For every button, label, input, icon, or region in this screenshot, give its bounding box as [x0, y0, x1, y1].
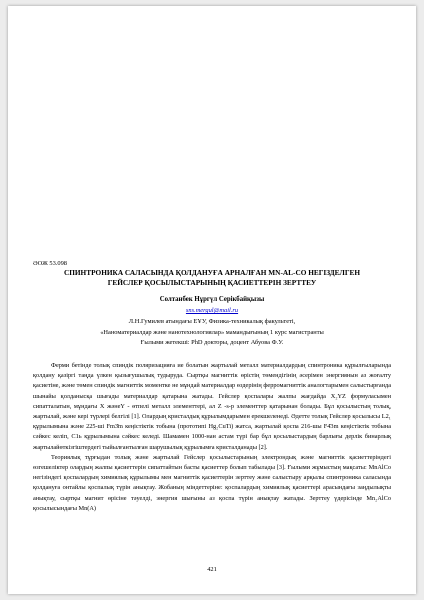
- paper-title: [30, 268, 394, 288]
- affiliation-line: Л.Н.Гумилев атындағы ЕҰУ, Физика-техникалық факультеті,: [128, 318, 296, 325]
- title-line: ГЕЙСЛЕР ҚОСЫЛЫСТАРЫНЫҢ ҚАСИЕТТЕРІН ЗЕРТТЕУ: [107, 278, 317, 287]
- supervisor-line: Ғылыми жетекші: PhD докторы, доцент Абуова Ф.У.: [140, 339, 284, 346]
- page-number: 421: [207, 566, 217, 573]
- paragraph: Ферми бетінде толық спиндік поляризацияға ие болатын жартылай металл материалдардың спинтроника құрылғыларында қолдану қазіргі таңда үлкен қызығушылық тудыруда. Сыртқы магниттік өрістің төмендігінің әсерімен энергиянын аз жоғалту қасиетіне, және төмен спиндік магниттік моментке не мұндай материалдар өздерінің ферромагниттік аналогтарымен салыстырғанда шынайы қолданысқа шығады материалдар қатарына жатады. Гейслер қоспалары жалпы жағдайда X₂YZ формуласымен сипатталатын, мұндағы X жәнеY - өтпелі металл элементтері, ал Z -s-p элементтер қатарынан болады. Бұл қосылыстың толық, жартылай, және кері түрлері белгілі [1]. Олардың кристалдық құрылымдарымен ерекшеленеді. Әдетте толық Гейслер қосылысы L2₁ құрылымына және 225-ші Fm3̄m кеңістіктік тобына (прототипі Hg₂CuTi) жатса, жартылай қоспа 216-шы F4̄3m кеңістіктік тобына сәйкес келіп, C1ь құрылымына сәйкес келеді. Шамамен 1000-нан астам түрі бар бұл қосылыстардың барлығы дерлік бинарлық жартылайөткізгіштердегі тыйылғантылған шарушылық құрылымға кристалданады [2].: [33, 362, 391, 451]
- author-name: Солтанбек Нұргүл Серікбайқызы: [159, 296, 265, 303]
- paragraph: Теориялық тұрғыдан толық және жартылай Гейслер қосылыстарының электрондық және магниттік қасиеттеріндегі өзгешеліктер олардың жалпы қасиеттерін сипаттайтын басты қасиеттер болып табылады [3]. Ғылыми жұмыстың мақсаты: MnAlCo негізіндегі қоспалардың химиялық құрылымы мен магниттік қасиеттерін зерттеу және салыстыру арқылы спинтроника саласында қолдануға онтайлы қоспалық түрін анықтау. Жобаның міндеттеріне: қоспалардың химиялық қасиеттері арасындағы заңдылықты анықтау, сыртқы магнит өрісіне тәуелді, энергия шығыны аз қоспа түрін анықтау жатады. Зерттеу үдерісінде Mn₂AlCo қосылысындағы Mn(A): [33, 453, 391, 512]
- document-page: [8, 6, 416, 594]
- body-text: [33, 361, 391, 514]
- title-line: СПИНТРОНИКА САЛАСЫНДА ҚОЛДАНУҒА АРНАЛҒАН MN-AL-CO НЕГІЗДЕЛГЕН: [63, 268, 361, 277]
- affiliation-line: «Наноматериалдар және нанотехнологиялар» мамандығының 1 курс магистранты: [100, 328, 324, 336]
- author-email-link[interactable]: sns.mergul@mail.ru: [185, 307, 239, 314]
- affiliation-block: [30, 317, 394, 349]
- udc-code: ӘОЖ 53.098: [33, 260, 67, 267]
